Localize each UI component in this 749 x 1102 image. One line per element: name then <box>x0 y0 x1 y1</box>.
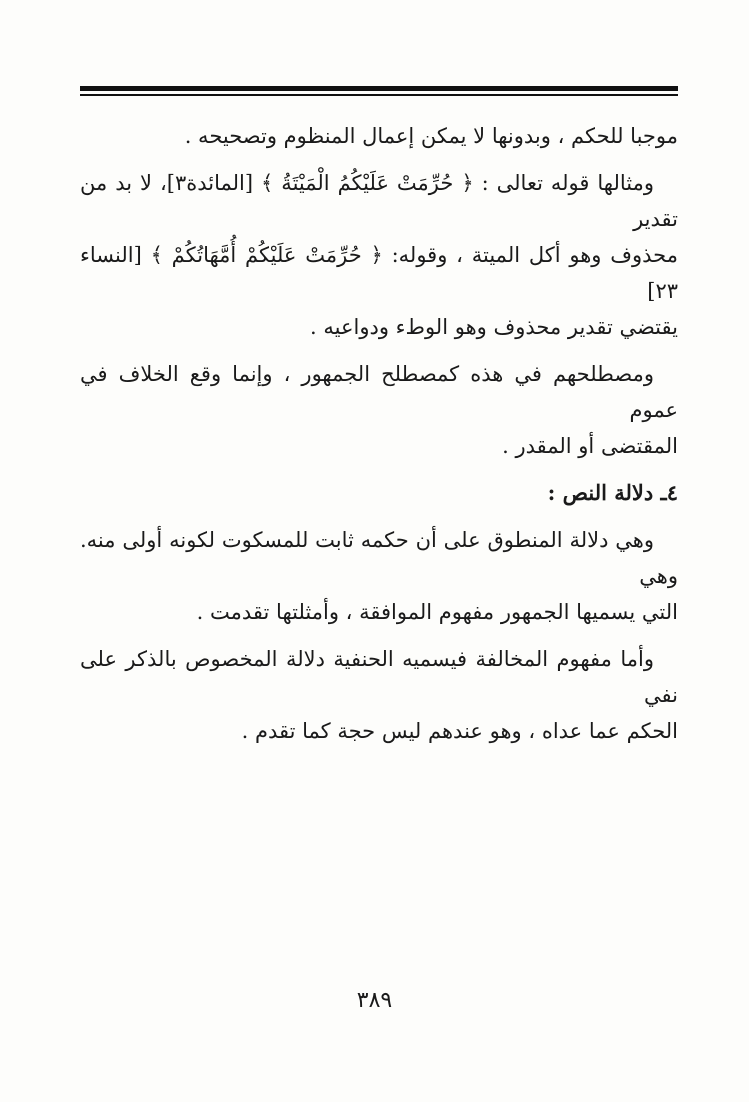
text-line: التي يسميها الجمهور مفهوم الموافقة ، وأمثلتها تقدمت . <box>196 600 678 624</box>
paragraph-4 <box>80 522 678 630</box>
text-line: يقتضي تقدير محذوف وهو الوطء ودواعيه . <box>310 315 678 339</box>
paragraph-2 <box>80 165 678 345</box>
text-line: وهي دلالة المنطوق على أن حكمه ثابت للمسكوت لكونه أولى منه. وهي <box>80 528 678 588</box>
body-text <box>80 118 678 760</box>
text-line: الحكم عما عداه ، وهو عندهم ليس حجة كما تقدم . <box>241 719 678 743</box>
text-line: موجبا للحكم ، وبدونها لا يمكن إعمال المنظوم وتصحيحه . <box>184 124 678 148</box>
text-line: ومثالها قوله تعالى : ﴿ حُرِّمَتْ عَلَيْكُمُ الْمَيْتَةُ ﴾ [المائدة٣]، لا بد من تقدير <box>80 171 678 231</box>
text-line: المقتضى أو المقدر . <box>502 434 678 458</box>
paragraph-1 <box>80 118 678 154</box>
section-heading: ٤ـ دلالة النص : <box>547 480 678 505</box>
page-number: ٣٨٩ <box>356 988 393 1013</box>
text-line: ومصطلحهم في هذه كمصطلح الجمهور ، وإنما وقع الخلاف في عموم <box>80 362 678 422</box>
paragraph-3 <box>80 356 678 464</box>
text-line: محذوف وهو أكل الميتة ، وقوله: ﴿ حُرِّمَتْ عَلَيْكُمْ أُمَّهَاتُكُمْ ﴾ [النساء ٢٣] <box>80 243 678 303</box>
paragraph-5 <box>80 641 678 749</box>
text-line: وأما مفهوم المخالفة فيسميه الحنفية دلالة المخصوص بالذكر على نفي <box>80 647 678 707</box>
header-rule-thick <box>80 86 678 91</box>
header-rule-thin <box>80 94 678 96</box>
